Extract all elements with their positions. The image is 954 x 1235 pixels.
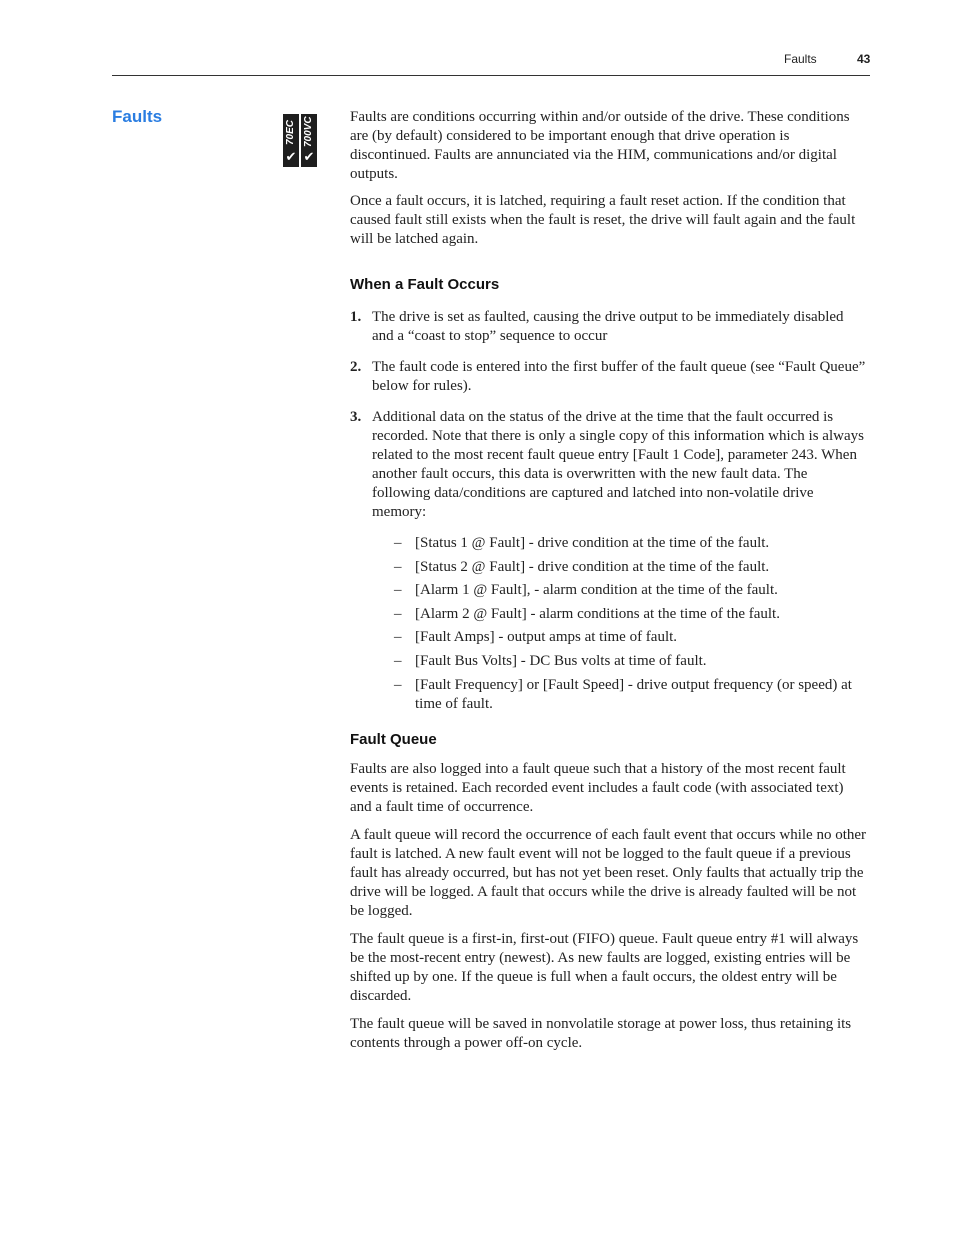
fault-queue-paragraph: A fault queue will record the occurrence of each fault event that occurs while no other fault is latched. A new fault event will not be logged to the fault queue if a previous fault has already occurred, but has not yet been reset. Only faults that actually trip the drive will be logged. A fault that occurs while the drive is already faulted will be not be logged.: [350, 826, 867, 919]
bullet-text: [Fault Amps] - output amps at time of fault.: [415, 629, 678, 646]
header-rule: [112, 75, 870, 76]
page-number: 43: [857, 52, 871, 66]
drive-applicability-badge: [283, 114, 317, 167]
check-icon: ✔: [285, 150, 297, 165]
step-text: The drive is set as faulted, causing the drive output to be immediately disabled and a “coast to stop” sequence to occur: [372, 309, 844, 344]
section-title: Faults: [112, 107, 163, 126]
list-item: [394, 676, 868, 714]
dash-bullet: –: [394, 605, 402, 622]
list-item: [394, 581, 868, 600]
bullet-text: [Fault Frequency] or [Fault Speed] - drive output frequency (or speed) at time of fault.: [415, 676, 852, 712]
step-text: Additional data on the status of the drive at the time that the fault occurred is recorded. Note that there is only a single copy of this information which is always related to the most recent fault queue entry [Fault 1 Code], parameter 243. When another fault occurs, this data is overwritten with the new fault data. The following data/conditions are captured and latched into non-volatile drive memory:: [372, 409, 864, 520]
badge-column-70ec: [283, 114, 299, 167]
step-number: 2.: [350, 359, 362, 375]
intro-paragraph: Faults are conditions occurring within and/or outside of the drive. These conditions are (by default) considered to be important enough that drive operation is discontinued. Faults are annunciated via the HIM, communications and/or digital outputs.: [350, 109, 850, 182]
list-item: [350, 308, 868, 346]
list-item: [394, 628, 868, 647]
step-text: The fault code is entered into the first buffer of the fault queue (see “Fault Queue” below for rules).: [372, 359, 866, 394]
dash-bullet: –: [394, 558, 402, 575]
badge-label-70ec: 70EC: [285, 119, 296, 145]
dash-bullet: –: [394, 629, 402, 646]
badge-label-700vc: 700VC: [303, 116, 314, 148]
bullet-text: [Status 2 @ Fault] - drive condition at the time of the fault.: [415, 558, 770, 575]
dash-bullet: –: [394, 652, 402, 669]
dash-bullet: –: [394, 676, 402, 693]
fault-queue-paragraph: The fault queue will be saved in nonvolatile storage at power loss, thus retaining its contents through a power off-on cycle.: [350, 1015, 852, 1051]
step-number: 1.: [350, 309, 362, 325]
fault-steps-list: [350, 308, 868, 714]
main-content: [350, 108, 868, 1053]
bullet-text: [Alarm 1 @ Fault], - alarm condition at the time of the fault.: [415, 582, 778, 599]
list-item: [394, 534, 868, 553]
bullet-text: [Status 1 @ Fault] - drive condition at the time of the fault.: [415, 535, 770, 551]
dash-bullet: –: [394, 582, 402, 599]
fault-queue-paragraph: The fault queue is a first-in, first-out (FIFO) queue. Fault queue entry #1 will always be the most-recent entry (newest). As new faults are logged, existing entries will be shifted up by one. If the queue is full when a fault occurs, the oldest entry will be discarded.: [350, 930, 859, 1004]
fault-queue-paragraph: Faults are also logged into a fault queue such that a history of the most recent fault events is retained. Each recorded event includes a fault code (with associated text) and a fault time of occurrence.: [350, 760, 846, 815]
badge-column-700vc: [301, 114, 317, 167]
captured-data-list: [394, 534, 868, 714]
running-header-section: Faults: [784, 52, 817, 66]
step-number: 3.: [350, 409, 362, 425]
list-item: [394, 605, 868, 624]
check-icon: ✔: [303, 150, 315, 165]
bullet-text: [Alarm 2 @ Fault] - alarm conditions at the time of the fault.: [415, 605, 780, 622]
subheading-fault-queue: Fault Queue: [350, 730, 437, 748]
list-item: [350, 408, 868, 714]
dash-bullet: –: [394, 535, 402, 551]
list-item: [394, 558, 868, 577]
list-item: [394, 652, 868, 671]
list-item: [350, 358, 868, 396]
subheading-when-fault-occurs: When a Fault Occurs: [350, 276, 500, 293]
intro-paragraph: Once a fault occurs, it is latched, requiring a fault reset action. If the condition that caused fault still exists when the fault is reset, the drive will fault again and the fault will be latched again.: [350, 193, 856, 247]
bullet-text: [Fault Bus Volts] - DC Bus volts at time of fault.: [415, 652, 707, 669]
